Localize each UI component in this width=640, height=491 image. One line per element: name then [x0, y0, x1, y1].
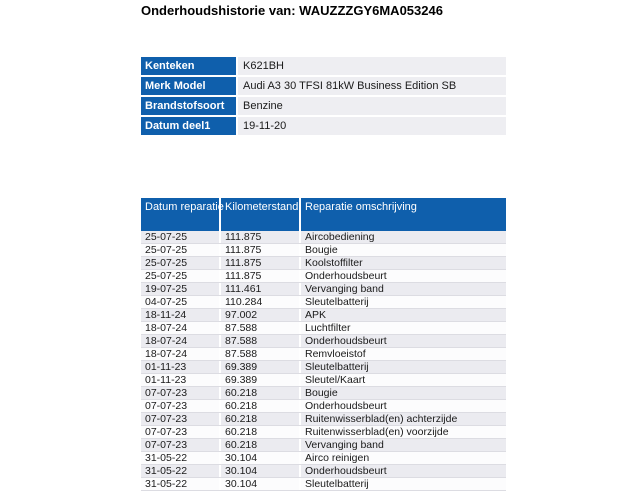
table-row — [141, 270, 506, 283]
table-row — [141, 387, 506, 400]
cell-kilometerstand: 87.588 — [221, 335, 301, 347]
maintenance-history-table — [141, 198, 506, 491]
cell-datum-reparatie: 31-05-22 — [141, 478, 221, 490]
cell-reparatie-omschrijving: Vervanging band — [305, 439, 384, 451]
cell-reparatie-omschrijving: Sleutel/Kaart — [305, 374, 366, 386]
cell-datum-reparatie: 25-07-25 — [141, 231, 221, 243]
cell-datum-reparatie: 07-07-23 — [141, 439, 221, 451]
vehicle-info-label: Datum deel1 — [141, 117, 238, 135]
cell-datum-reparatie: 31-05-22 — [141, 465, 221, 477]
cell-datum-reparatie: 25-07-25 — [141, 244, 221, 256]
table-row — [141, 439, 506, 452]
cell-reparatie-omschrijving: Onderhoudsbeurt — [305, 335, 387, 347]
cell-datum-reparatie: 25-07-25 — [141, 257, 221, 269]
cell-datum-reparatie: 31-05-22 — [141, 452, 221, 464]
cell-datum-reparatie: 18-11-24 — [141, 309, 221, 321]
cell-kilometerstand: 60.218 — [221, 387, 301, 399]
cell-datum-reparatie: 01-11-23 — [141, 374, 221, 386]
table-row — [141, 413, 506, 426]
cell-reparatie-omschrijving: APK — [305, 309, 327, 321]
cell-kilometerstand: 60.218 — [221, 439, 301, 451]
history-table-body — [141, 231, 506, 491]
table-row — [141, 283, 506, 296]
table-row — [141, 478, 506, 491]
cell-kilometerstand: 30.104 — [221, 452, 301, 464]
cell-datum-reparatie: 07-07-23 — [141, 413, 221, 425]
vehicle-info-label: Brandstofsoort — [141, 97, 238, 115]
cell-kilometerstand: 111.875 — [221, 244, 301, 256]
cell-kilometerstand: 87.588 — [221, 322, 301, 334]
cell-kilometerstand: 30.104 — [221, 478, 301, 490]
cell-datum-reparatie: 19-07-25 — [141, 283, 221, 295]
vehicle-info-value: Audi A3 30 TFSI 81kW Business Edition SB — [238, 77, 506, 95]
cell-kilometerstand: 111.875 — [221, 231, 301, 243]
cell-kilometerstand: 111.875 — [221, 257, 301, 269]
vehicle-info-row — [141, 117, 506, 135]
vehicle-info-row — [141, 97, 506, 115]
history-table-header — [141, 198, 506, 231]
table-row — [141, 426, 506, 439]
cell-reparatie-omschrijving: Sleutelbatterij — [305, 296, 369, 308]
cell-datum-reparatie: 07-07-23 — [141, 387, 221, 399]
cell-reparatie-omschrijving: Bougie — [305, 387, 338, 399]
cell-kilometerstand: 30.104 — [221, 465, 301, 477]
cell-reparatie-omschrijving: Bougie — [305, 244, 338, 256]
table-row — [141, 257, 506, 270]
column-header-kilometerstand: Kilometerstand — [221, 198, 301, 231]
cell-reparatie-omschrijving: Onderhoudsbeurt — [305, 270, 387, 282]
cell-reparatie-omschrijving: Aircobediening — [305, 231, 375, 243]
cell-datum-reparatie: 18-07-24 — [141, 335, 221, 347]
cell-reparatie-omschrijving: Remvloeistof — [305, 348, 366, 360]
cell-datum-reparatie: 25-07-25 — [141, 270, 221, 282]
table-row — [141, 348, 506, 361]
vehicle-info-value: K621BH — [238, 57, 506, 75]
table-row — [141, 231, 506, 244]
cell-kilometerstand: 60.218 — [221, 413, 301, 425]
cell-reparatie-omschrijving: Sleutelbatterij — [305, 478, 369, 490]
table-row — [141, 322, 506, 335]
table-row — [141, 400, 506, 413]
cell-reparatie-omschrijving: Ruitenwisserblad(en) voorzijde — [305, 426, 449, 438]
page-title: Onderhoudshistorie van: WAUZZZGY6MA053246 — [141, 3, 443, 18]
table-row — [141, 309, 506, 322]
cell-kilometerstand: 69.389 — [221, 374, 301, 386]
table-row — [141, 361, 506, 374]
cell-kilometerstand: 111.875 — [221, 270, 301, 282]
cell-reparatie-omschrijving: Vervanging band — [305, 283, 384, 295]
cell-reparatie-omschrijving: Onderhoudsbeurt — [305, 400, 387, 412]
cell-datum-reparatie: 07-07-23 — [141, 426, 221, 438]
cell-reparatie-omschrijving: Airco reinigen — [305, 452, 370, 464]
cell-reparatie-omschrijving: Onderhoudsbeurt — [305, 465, 387, 477]
cell-kilometerstand: 97.002 — [221, 309, 301, 321]
table-row — [141, 335, 506, 348]
table-row — [141, 374, 506, 387]
table-row — [141, 244, 506, 257]
cell-datum-reparatie: 18-07-24 — [141, 322, 221, 334]
cell-reparatie-omschrijving: Sleutelbatterij — [305, 361, 369, 373]
cell-datum-reparatie: 04-07-25 — [141, 296, 221, 308]
cell-datum-reparatie: 01-11-23 — [141, 361, 221, 373]
cell-kilometerstand: 110.284 — [221, 296, 301, 308]
cell-kilometerstand: 111.461 — [221, 283, 301, 295]
vehicle-info-label: Kenteken — [141, 57, 238, 75]
cell-kilometerstand: 87.588 — [221, 348, 301, 360]
table-row — [141, 296, 506, 309]
cell-datum-reparatie: 18-07-24 — [141, 348, 221, 360]
table-row — [141, 452, 506, 465]
cell-datum-reparatie: 07-07-23 — [141, 400, 221, 412]
vehicle-info-label: Merk Model — [141, 77, 238, 95]
cell-reparatie-omschrijving: Koolstoffilter — [305, 257, 363, 269]
cell-kilometerstand: 60.218 — [221, 400, 301, 412]
vehicle-info-value: Benzine — [238, 97, 506, 115]
cell-kilometerstand: 60.218 — [221, 426, 301, 438]
vehicle-info-table — [141, 57, 506, 137]
vehicle-info-row — [141, 57, 506, 75]
vehicle-info-value: 19-11-20 — [238, 117, 506, 135]
cell-reparatie-omschrijving: Ruitenwisserblad(en) achterzijde — [305, 413, 458, 425]
table-row — [141, 465, 506, 478]
cell-kilometerstand: 69.389 — [221, 361, 301, 373]
column-header-reparatie-omschrijving: Reparatie omschrijving — [305, 201, 417, 213]
column-header-datum-reparatie: Datum reparatie — [141, 198, 221, 231]
cell-reparatie-omschrijving: Luchtfilter — [305, 322, 351, 334]
vehicle-info-row — [141, 77, 506, 95]
